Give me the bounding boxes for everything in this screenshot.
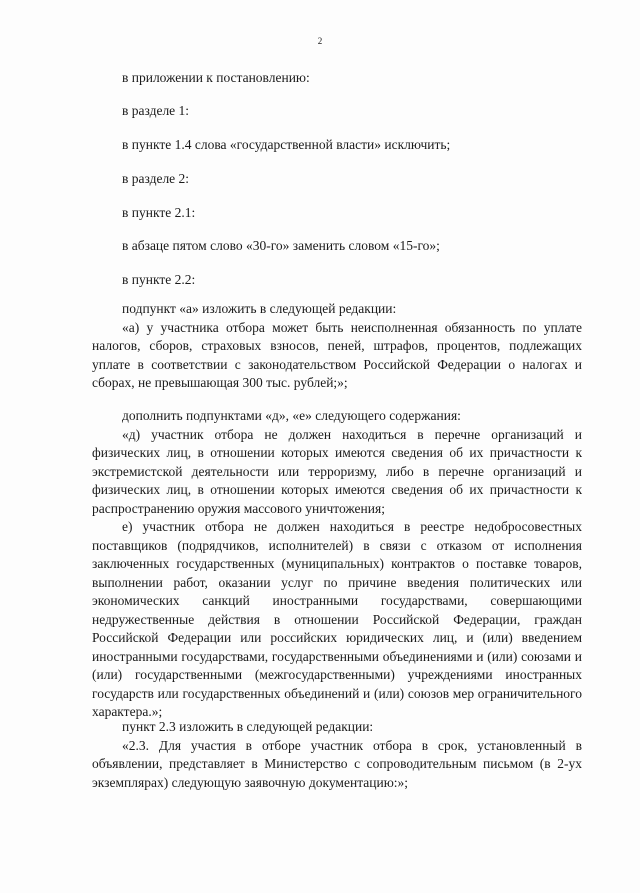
point-2-3-intro: пункт 2.3 изложить в следующей редакции: <box>122 719 374 734</box>
line-paragraph-five: в абзаце пятом слово «30-го» заменить словом «15-го»; <box>122 238 440 253</box>
line-point-2-2: в пункте 2.2: <box>122 272 196 287</box>
line-section-2: в разделе 2: <box>122 171 190 186</box>
page-number: 2 <box>317 36 323 46</box>
block-point-2-3 <box>92 718 582 792</box>
line-appendix: в приложении к постановлению: <box>122 70 310 85</box>
subpoint-d-text: «д) участник отбора не должен находиться в перечне организаций и физических лиц, в отношении которых имеются сведения об их причастности к экстремистской деятельности или терроризму, либо в перечне организаций и физических лиц, в отношении которых имеются сведения об их причастности к распространению оружия массового уничтожения; <box>92 426 582 516</box>
subpoints-d-e-intro: дополнить подпунктами «д», «е» следующего содержания: <box>122 408 461 423</box>
subpoint-a-text: «а) у участника отбора может быть неисполненная обязанность по уплате налогов, сборов, страховых взносов, пеней, штрафов, процентов, подлежащих уплате в соответствии с законодательством Российской Федерации о налогах и сборах, не превышающая 300 тыс. рублей;»; <box>92 319 582 390</box>
line-point-1-4: в пункте 1.4 слова «государственной власти» исключить; <box>122 137 451 152</box>
subpoint-e-text: е) участник отбора не должен находиться в реестре недобросовестных поставщиков (подрядчиков, исполнителей) в связи с отказом от исполнения заключенных государственных (муниципальных) контрактов о поставке товаров, выполнении работ, оказании услуг по причине введения политических или экономических санкций иностранными государствами, совершающими недружественные действия в отношении Российской Федерации, граждан Российской Федерации или российских юридических лиц, и (или) введением иностранными государствами, государственными объединениями и (или) союзами и (или) государственными (межгосударственными) учреждениями иностранных государств или государственных объединений и (или) союзов мер ограничительного характера.»; <box>92 519 582 719</box>
line-section-1: в разделе 1: <box>122 103 190 118</box>
subpoint-a-intro: подпункт «а» изложить в следующей редакции: <box>122 301 397 316</box>
point-2-3-text: «2.3. Для участия в отборе участник отбора в срок, установленный в объявлении, представляет в Министерство с сопроводительным письмом (в 2-ух экземплярах) следующую заявочную документацию:»; <box>92 737 582 790</box>
block-subpoints-d-e <box>92 407 582 722</box>
block-subpoint-a <box>92 300 582 393</box>
line-point-2-1: в пункте 2.1: <box>122 205 196 220</box>
